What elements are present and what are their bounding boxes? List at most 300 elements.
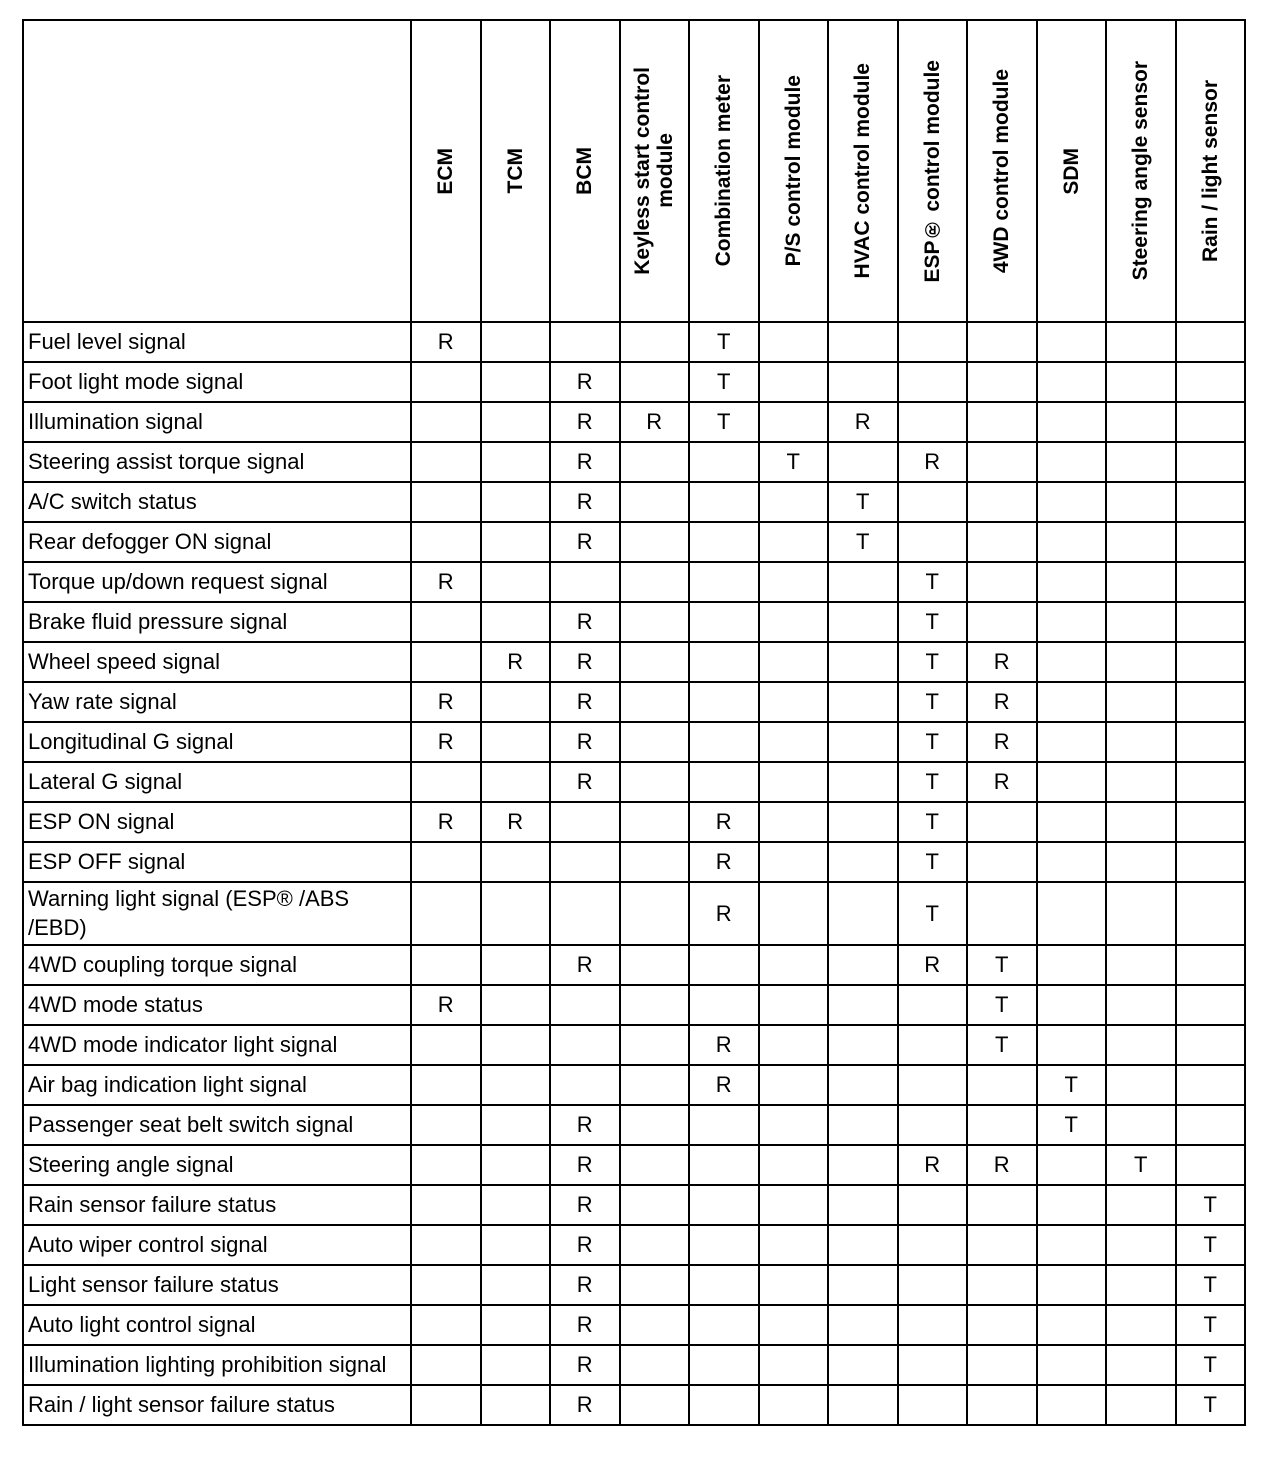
table-row <box>23 1385 1245 1425</box>
role-cell <box>620 562 690 602</box>
role-cell <box>967 882 1037 945</box>
role-cell <box>828 362 898 402</box>
role-cell <box>481 1185 551 1225</box>
role-cell <box>689 1145 759 1185</box>
table-row <box>23 482 1245 522</box>
role-cell <box>1106 602 1176 642</box>
role-cell <box>1106 1385 1176 1425</box>
role-cell <box>411 882 481 945</box>
role-cell <box>411 1185 481 1225</box>
role-cell <box>967 1305 1037 1345</box>
table-row <box>23 682 1245 722</box>
role-cell <box>1037 985 1107 1025</box>
role-cell <box>689 602 759 642</box>
table-row <box>23 1145 1245 1185</box>
role-cell <box>1106 1345 1176 1385</box>
role-cell <box>759 1345 829 1385</box>
role-cell <box>620 1145 690 1185</box>
role-cell <box>620 882 690 945</box>
role-cell <box>411 482 481 522</box>
role-cell <box>411 1225 481 1265</box>
table-row <box>23 1065 1245 1105</box>
role-cell: R <box>689 882 759 945</box>
role-cell: T <box>898 722 968 762</box>
table-row <box>23 442 1245 482</box>
role-cell <box>411 842 481 882</box>
role-cell <box>481 1305 551 1345</box>
role-cell <box>689 442 759 482</box>
role-cell <box>620 642 690 682</box>
role-cell: R <box>481 802 551 842</box>
role-cell <box>1176 442 1246 482</box>
role-cell <box>1176 362 1246 402</box>
role-cell <box>481 362 551 402</box>
role-cell <box>481 1265 551 1305</box>
role-cell <box>411 945 481 985</box>
role-cell <box>550 802 620 842</box>
role-cell <box>1037 482 1107 522</box>
role-cell <box>620 842 690 882</box>
role-cell <box>620 762 690 802</box>
role-cell <box>759 1385 829 1425</box>
role-cell <box>1176 642 1246 682</box>
module-label: ECM <box>434 147 458 195</box>
role-cell <box>759 985 829 1025</box>
role-cell: T <box>898 842 968 882</box>
role-cell: T <box>1037 1105 1107 1145</box>
signal-name: ESP OFF signal <box>23 842 411 882</box>
role-cell <box>550 985 620 1025</box>
role-cell <box>828 322 898 362</box>
role-cell <box>898 1105 968 1145</box>
role-cell <box>1106 945 1176 985</box>
role-cell: R <box>550 945 620 985</box>
role-cell <box>1037 1185 1107 1225</box>
role-cell: T <box>967 985 1037 1025</box>
role-cell <box>620 602 690 642</box>
role-cell <box>828 642 898 682</box>
role-cell: R <box>550 362 620 402</box>
table-row <box>23 762 1245 802</box>
role-cell <box>1106 762 1176 802</box>
signal-name: Light sensor failure status <box>23 1265 411 1305</box>
role-cell: R <box>898 442 968 482</box>
role-cell: T <box>1176 1385 1246 1425</box>
table-row <box>23 1305 1245 1345</box>
role-cell <box>967 1385 1037 1425</box>
role-cell <box>689 1225 759 1265</box>
role-cell <box>620 522 690 562</box>
role-cell <box>1037 562 1107 602</box>
role-cell <box>689 1105 759 1145</box>
role-cell <box>1106 985 1176 1025</box>
role-cell <box>1106 482 1176 522</box>
role-cell <box>620 322 690 362</box>
table-row <box>23 1265 1245 1305</box>
role-cell <box>898 1345 968 1385</box>
role-cell <box>759 562 829 602</box>
role-cell: T <box>898 602 968 642</box>
signal-name: Auto light control signal <box>23 1305 411 1345</box>
table-row <box>23 945 1245 985</box>
role-cell <box>898 1385 968 1425</box>
role-cell <box>411 402 481 442</box>
role-cell: R <box>550 1145 620 1185</box>
role-cell <box>1037 402 1107 442</box>
role-cell <box>481 322 551 362</box>
role-cell <box>1106 562 1176 602</box>
role-cell <box>1037 882 1107 945</box>
role-cell <box>620 1185 690 1225</box>
role-cell <box>1037 1025 1107 1065</box>
signal-name: Air bag indication light signal <box>23 1065 411 1105</box>
role-cell <box>967 562 1037 602</box>
role-cell: R <box>550 762 620 802</box>
signal-name: Fuel level signal <box>23 322 411 362</box>
role-cell <box>1106 522 1176 562</box>
signal-name: Illumination signal <box>23 402 411 442</box>
role-cell <box>828 1345 898 1385</box>
signal-name: A/C switch status <box>23 482 411 522</box>
role-cell <box>759 1145 829 1185</box>
role-cell <box>759 722 829 762</box>
role-cell <box>689 482 759 522</box>
role-cell <box>550 882 620 945</box>
module-header <box>759 20 829 322</box>
signal-name: Torque up/down request signal <box>23 562 411 602</box>
role-cell: R <box>411 322 481 362</box>
role-cell <box>898 482 968 522</box>
role-cell: R <box>689 1025 759 1065</box>
role-cell <box>481 1225 551 1265</box>
role-cell: T <box>898 682 968 722</box>
role-cell: T <box>689 402 759 442</box>
role-cell <box>481 762 551 802</box>
signal-name: Rain / light sensor failure status <box>23 1385 411 1425</box>
role-cell: T <box>898 802 968 842</box>
role-cell: R <box>898 1145 968 1185</box>
role-cell <box>1176 562 1246 602</box>
role-cell <box>759 1025 829 1065</box>
role-cell <box>828 945 898 985</box>
role-cell <box>1106 642 1176 682</box>
role-cell <box>689 722 759 762</box>
role-cell <box>828 1145 898 1185</box>
table-row <box>23 802 1245 842</box>
module-header <box>967 20 1037 322</box>
role-cell <box>1037 522 1107 562</box>
role-cell <box>481 562 551 602</box>
signal-name: Lateral G signal <box>23 762 411 802</box>
module-header <box>1176 20 1246 322</box>
role-cell: R <box>620 402 690 442</box>
role-cell: R <box>550 402 620 442</box>
role-cell: R <box>967 722 1037 762</box>
role-cell <box>411 642 481 682</box>
role-cell <box>967 322 1037 362</box>
role-cell: R <box>828 402 898 442</box>
role-cell <box>1037 722 1107 762</box>
role-cell <box>620 985 690 1025</box>
role-cell: R <box>550 1185 620 1225</box>
signal-name: Longitudinal G signal <box>23 722 411 762</box>
role-cell <box>689 562 759 602</box>
role-cell <box>411 522 481 562</box>
role-cell <box>689 522 759 562</box>
role-cell <box>898 322 968 362</box>
role-cell <box>411 442 481 482</box>
role-cell <box>689 762 759 802</box>
role-cell <box>967 842 1037 882</box>
role-cell <box>1106 802 1176 842</box>
role-cell <box>620 482 690 522</box>
role-cell <box>759 482 829 522</box>
role-cell <box>411 1065 481 1105</box>
role-cell <box>481 945 551 985</box>
role-cell <box>1176 985 1246 1025</box>
table-row <box>23 322 1245 362</box>
role-cell <box>898 522 968 562</box>
role-cell <box>967 1185 1037 1225</box>
role-cell <box>1037 362 1107 402</box>
role-cell <box>620 802 690 842</box>
role-cell <box>967 522 1037 562</box>
role-cell <box>967 602 1037 642</box>
role-cell <box>481 1105 551 1145</box>
role-cell <box>828 1065 898 1105</box>
role-cell <box>481 1145 551 1185</box>
signal-name: Auto wiper control signal <box>23 1225 411 1265</box>
role-cell <box>898 1185 968 1225</box>
role-cell <box>1037 945 1107 985</box>
role-cell <box>1037 1145 1107 1185</box>
role-cell <box>689 1265 759 1305</box>
role-cell <box>759 1305 829 1345</box>
role-cell <box>898 1025 968 1065</box>
role-cell <box>689 1185 759 1225</box>
role-cell <box>828 1225 898 1265</box>
module-label: Combination meter <box>712 75 736 267</box>
role-cell <box>1176 1145 1246 1185</box>
role-cell <box>898 1225 968 1265</box>
signal-name: Foot light mode signal <box>23 362 411 402</box>
role-cell: R <box>550 682 620 722</box>
role-cell <box>1176 482 1246 522</box>
role-cell <box>689 1385 759 1425</box>
role-cell <box>1176 882 1246 945</box>
role-cell: R <box>411 682 481 722</box>
role-cell <box>689 1305 759 1345</box>
module-label: HVAC control module <box>851 63 875 279</box>
module-label: P/S control module <box>781 75 805 267</box>
module-label: SDM <box>1059 147 1083 195</box>
role-cell: R <box>411 802 481 842</box>
role-cell <box>1106 1025 1176 1065</box>
role-cell: R <box>550 442 620 482</box>
signal-name: Passenger seat belt switch signal <box>23 1105 411 1145</box>
table-row <box>23 642 1245 682</box>
role-cell <box>1106 1225 1176 1265</box>
role-cell <box>828 1265 898 1305</box>
role-cell <box>1176 762 1246 802</box>
role-cell <box>1176 1025 1246 1065</box>
signal-name: Rain sensor failure status <box>23 1185 411 1225</box>
role-cell <box>1037 762 1107 802</box>
role-cell: T <box>967 945 1037 985</box>
role-cell <box>620 1385 690 1425</box>
role-cell <box>1176 602 1246 642</box>
role-cell <box>411 762 481 802</box>
table-row <box>23 602 1245 642</box>
role-cell <box>967 1265 1037 1305</box>
role-cell <box>1037 682 1107 722</box>
role-cell <box>1106 1305 1176 1345</box>
role-cell <box>1037 1225 1107 1265</box>
role-cell <box>828 442 898 482</box>
module-header <box>411 20 481 322</box>
signal-name: ESP ON signal <box>23 802 411 842</box>
role-cell <box>481 522 551 562</box>
role-cell <box>481 402 551 442</box>
role-cell: T <box>898 882 968 945</box>
role-cell <box>828 762 898 802</box>
role-cell <box>898 402 968 442</box>
signal-name: Rear defogger ON signal <box>23 522 411 562</box>
role-cell <box>1037 602 1107 642</box>
signal-name: Warning light signal (ESP® /ABS /EBD) <box>23 882 411 945</box>
role-cell <box>898 1065 968 1105</box>
signal-name: Steering angle signal <box>23 1145 411 1185</box>
module-header <box>1037 20 1107 322</box>
role-cell <box>1037 1305 1107 1345</box>
role-cell <box>550 842 620 882</box>
role-cell: R <box>411 985 481 1025</box>
role-cell <box>1176 1065 1246 1105</box>
role-cell <box>898 985 968 1025</box>
role-cell: T <box>759 442 829 482</box>
signal-name: 4WD mode indicator light signal <box>23 1025 411 1065</box>
role-cell <box>411 1025 481 1065</box>
role-cell <box>828 1025 898 1065</box>
role-cell <box>828 842 898 882</box>
module-label: Keyless start control module <box>631 67 678 275</box>
module-header <box>898 20 968 322</box>
table-row <box>23 1185 1245 1225</box>
role-cell <box>620 945 690 985</box>
role-cell <box>1176 802 1246 842</box>
role-cell <box>967 1105 1037 1145</box>
role-cell <box>759 642 829 682</box>
role-cell <box>411 1345 481 1385</box>
table-row <box>23 402 1245 442</box>
role-cell <box>1037 642 1107 682</box>
role-cell <box>411 602 481 642</box>
signal-name: Brake fluid pressure signal <box>23 602 411 642</box>
role-cell <box>1176 522 1246 562</box>
role-cell <box>481 722 551 762</box>
signal-table-body <box>23 322 1245 1425</box>
role-cell <box>759 802 829 842</box>
role-cell: R <box>967 682 1037 722</box>
role-cell <box>689 682 759 722</box>
role-cell: R <box>411 722 481 762</box>
role-cell <box>1176 322 1246 362</box>
role-cell <box>759 945 829 985</box>
role-cell <box>1176 402 1246 442</box>
role-cell <box>1106 402 1176 442</box>
role-cell <box>759 1265 829 1305</box>
table-row <box>23 1105 1245 1145</box>
role-cell <box>411 362 481 402</box>
role-cell <box>1106 442 1176 482</box>
role-cell: R <box>550 722 620 762</box>
role-cell <box>620 1265 690 1305</box>
role-cell: R <box>967 642 1037 682</box>
module-header <box>1106 20 1176 322</box>
table-row <box>23 522 1245 562</box>
role-cell <box>1106 1105 1176 1145</box>
role-cell <box>967 362 1037 402</box>
role-cell <box>481 682 551 722</box>
signal-name: 4WD mode status <box>23 985 411 1025</box>
signal-name: 4WD coupling torque signal <box>23 945 411 985</box>
signal-name: Steering assist torque signal <box>23 442 411 482</box>
module-header <box>620 20 690 322</box>
role-cell: R <box>550 1225 620 1265</box>
module-label: BCM <box>573 147 597 195</box>
role-cell: R <box>481 642 551 682</box>
role-cell <box>620 722 690 762</box>
role-cell <box>1106 1185 1176 1225</box>
role-cell <box>1106 842 1176 882</box>
role-cell <box>898 1265 968 1305</box>
role-cell <box>898 362 968 402</box>
role-cell <box>689 985 759 1025</box>
role-cell <box>759 842 829 882</box>
role-cell <box>1106 1265 1176 1305</box>
role-cell <box>759 1105 829 1145</box>
role-cell <box>1106 722 1176 762</box>
role-cell: R <box>689 842 759 882</box>
role-cell <box>550 322 620 362</box>
role-cell <box>481 442 551 482</box>
role-cell: T <box>1176 1225 1246 1265</box>
role-cell <box>828 1185 898 1225</box>
role-cell: T <box>1176 1185 1246 1225</box>
role-cell: R <box>967 762 1037 802</box>
table-row <box>23 1345 1245 1385</box>
role-cell: R <box>689 802 759 842</box>
role-cell: R <box>550 482 620 522</box>
role-cell <box>1106 322 1176 362</box>
role-cell: T <box>1106 1145 1176 1185</box>
module-header <box>481 20 551 322</box>
role-cell: T <box>689 322 759 362</box>
module-label: Rain / light sensor <box>1198 79 1222 263</box>
role-cell <box>759 762 829 802</box>
role-cell <box>411 1145 481 1185</box>
role-cell: R <box>550 602 620 642</box>
module-label: ESP® control module <box>920 59 944 283</box>
role-cell: T <box>898 642 968 682</box>
role-cell <box>481 882 551 945</box>
role-cell <box>620 1225 690 1265</box>
role-cell <box>967 402 1037 442</box>
table-row <box>23 562 1245 602</box>
role-cell <box>759 682 829 722</box>
role-cell <box>759 882 829 945</box>
role-cell: T <box>1037 1065 1107 1105</box>
